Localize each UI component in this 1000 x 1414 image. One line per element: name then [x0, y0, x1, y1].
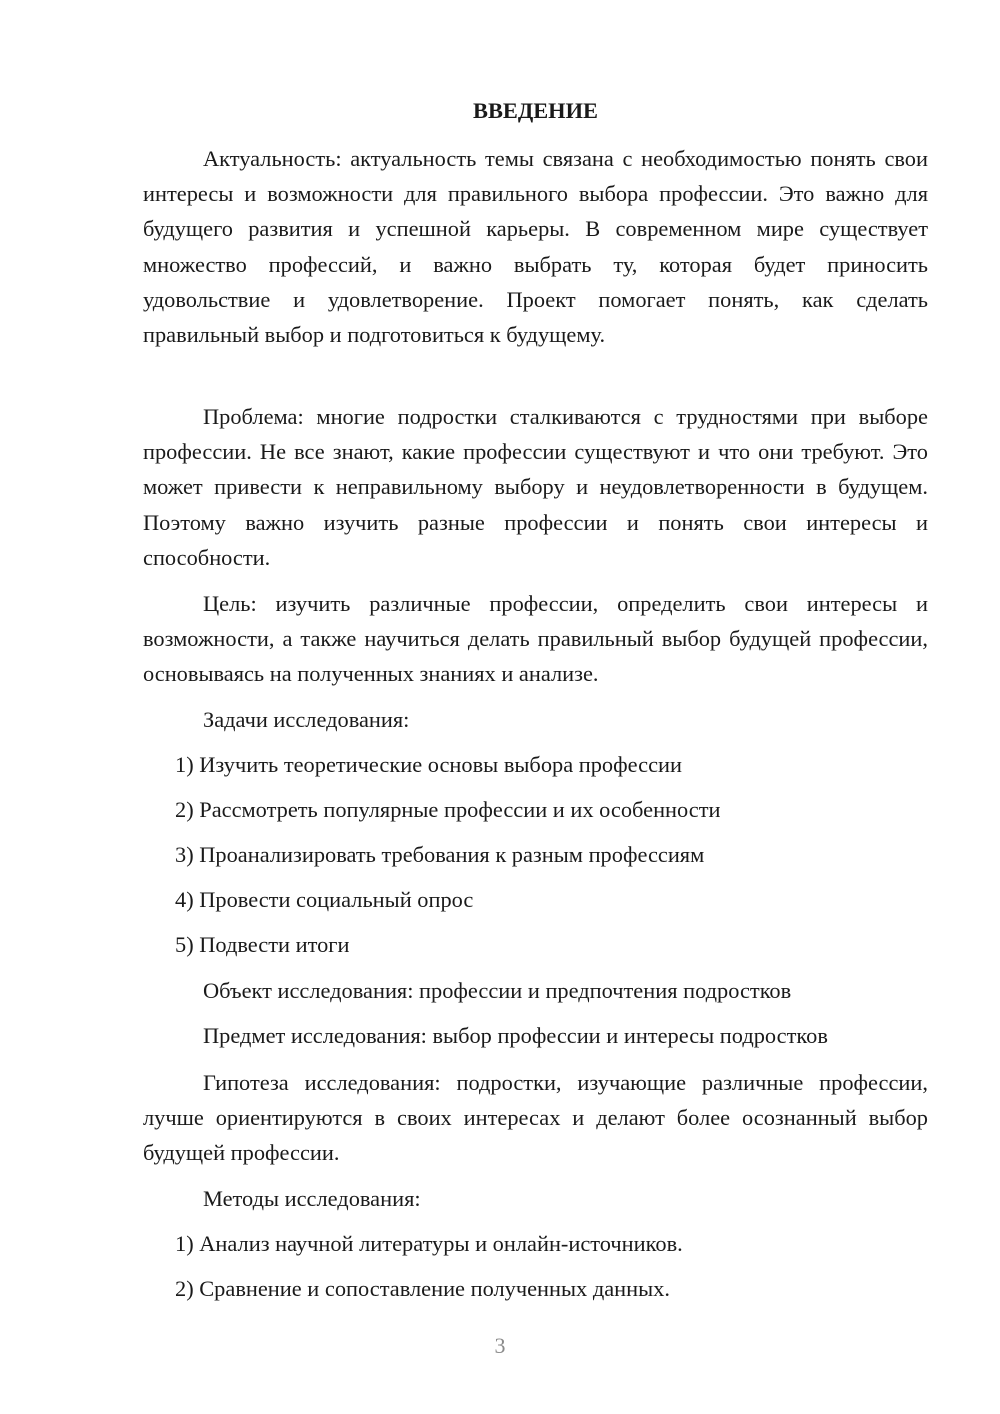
hypothesis-paragraph: Гипотеза исследования: подростки, изучающие различные профессии, лучше ориентируются в своих интересах и делают более осознанный выбор будущей профессии. [143, 1070, 928, 1166]
research-subject: Предмет исследования: выбор профессии и интересы подростков [203, 1023, 828, 1048]
relevance-paragraph: Актуальность: актуальность темы связана с необходимостью понять свои интересы и возможности для правильного выбора профессии. Это важно для будущего развития и успешной карьеры. В современном мире существует множество профессий, и важно выбрать ту, которая будет приносить удовольствие и удовлетворение. Проект помогает понять, как сделать правильный выбор и подготовиться к будущему. [143, 146, 928, 348]
methods-heading: Методы исследования: [203, 1186, 421, 1211]
problem-paragraph: Проблема: многие подростки сталкиваются с трудностями при выборе профессии. Не все знают, какие профессии существуют и что они требуют. Это может привести к неправильному выбору и неудовлетворенности в будущем. Поэтому важно изучить разные профессии и понять свои интересы и способности. [143, 404, 928, 570]
task-item-1: 1) Изучить теоретические основы выбора профессии [175, 752, 682, 777]
research-object: Объект исследования: профессии и предпочтения подростков [203, 978, 792, 1003]
method-item-2: 2) Сравнение и сопоставление полученных данных. [175, 1276, 670, 1301]
page-number: 3 [494, 1333, 506, 1358]
task-item-2: 2) Рассмотреть популярные профессии и их особенности [175, 797, 721, 822]
method-item-1: 1) Анализ научной литературы и онлайн-источников. [175, 1231, 683, 1256]
goal-paragraph: Цель: изучить различные профессии, определить свои интересы и возможности, а также научиться делать правильный выбор будущей профессии, основываясь на полученных знаниях и анализе. [143, 591, 928, 687]
task-item-4: 4) Провести социальный опрос [175, 887, 474, 912]
task-item-5: 5) Подвести итоги [175, 932, 350, 957]
tasks-heading: Задачи исследования: [203, 707, 410, 732]
page-title: ВВЕДЕНИЕ [473, 98, 598, 123]
task-item-3: 3) Проанализировать требования к разным профессиям [175, 842, 705, 867]
